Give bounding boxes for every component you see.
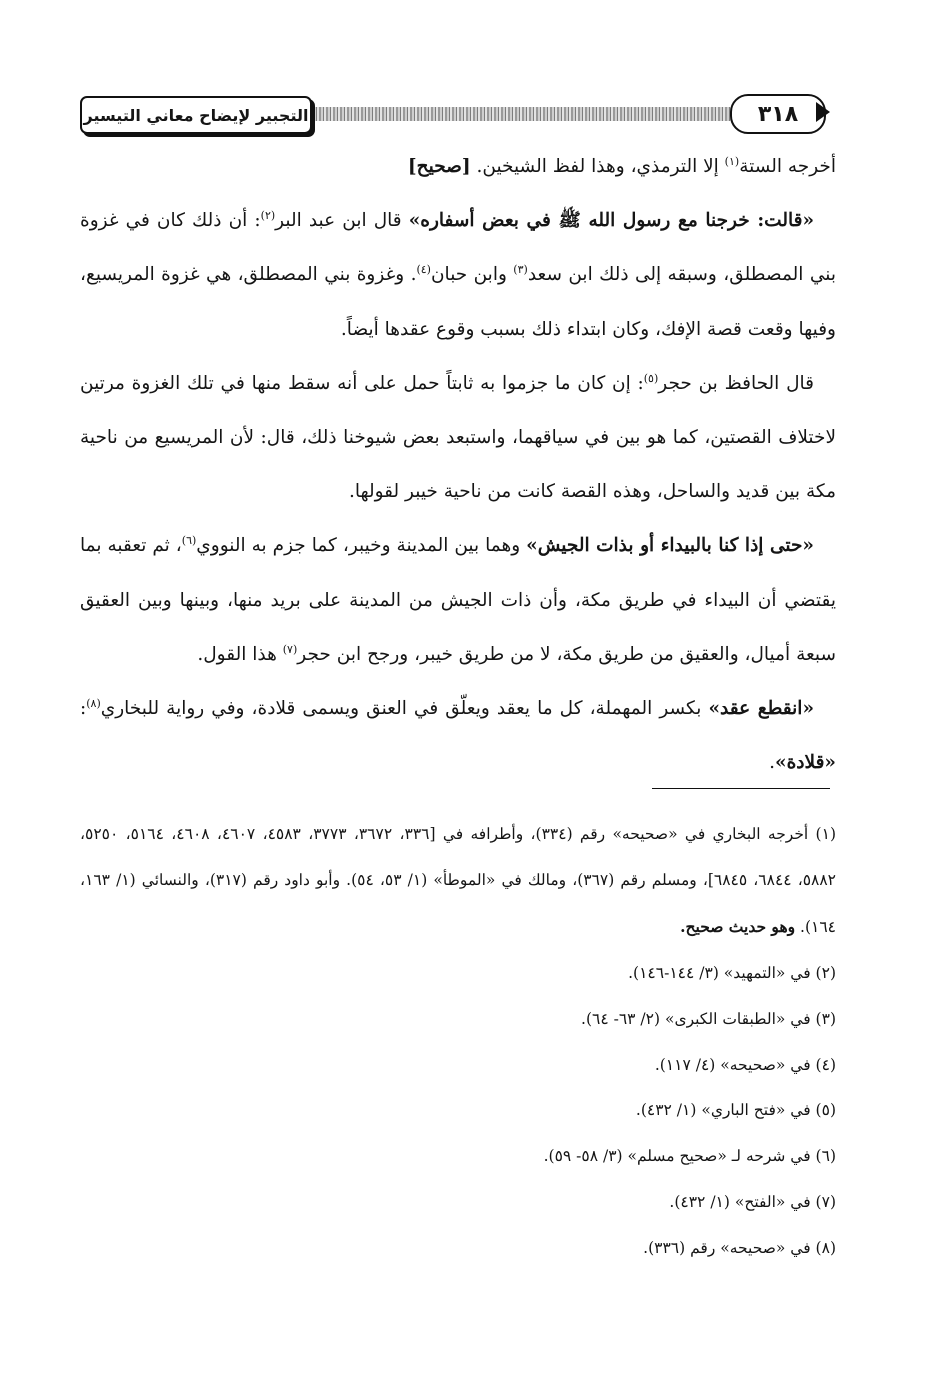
text-run: : xyxy=(80,698,87,720)
paragraph-1 xyxy=(80,140,836,194)
footnote-ref-7: (٧) xyxy=(282,642,298,656)
footnote-separator xyxy=(652,788,830,789)
footnote-grade: وهو حديث صحيح. xyxy=(680,916,796,936)
text-run: . xyxy=(769,752,776,774)
footnote-ref-8: (٨) xyxy=(86,696,101,710)
book-title xyxy=(80,96,312,134)
text-run: ، ثم تعقبه بما يقتضي أن البيداء في طريق مكة، وأن ذات الجيش من المدينة على بريد منها، وبينها وبين العقيق سبعة أميال، والعقيق من طريق مكة، لا من طريق خيبر، ورجح ابن حجر xyxy=(80,535,836,665)
hadith-grade: [صحيح] xyxy=(407,156,471,177)
footnote-ref-1: (١) xyxy=(724,154,740,168)
text-run: . وغزوة بني المصطلق، هي غزوة المريسيع، وفيها وقعت قصة الإفك، وكان ابتداء ذلك بسبب وقوع عقدها أيضاً. xyxy=(80,264,836,340)
footnote-ref-6: (٦) xyxy=(181,534,197,548)
quoted-phrase: «حتى إذا كنا بالبيداء أو بذات الجيش» xyxy=(526,535,814,557)
text-run: وهما بين المدينة وخيبر، كما جزم به النووي xyxy=(196,535,527,557)
footnote-2: (٢) في «التمهيد» (٣/ ١٤٤-١٤٦). xyxy=(628,963,836,982)
paragraph-2 xyxy=(80,194,836,357)
quoted-phrase: «قالت: خرجنا مع رسول الله ﷺ في بعض أسفاره» xyxy=(408,210,815,232)
footnote-7: (٧) في «الفتح» (١/ ٤٣٢). xyxy=(669,1193,836,1212)
footnote-8: (٨) في «صحيحه» رقم (٣٣٦). xyxy=(643,1239,836,1258)
footnote-1 xyxy=(80,812,836,951)
footnote-text: (١) أخرجه البخاري في «صحيحه» رقم (٣٣٤)، وأطرافه في [٣٣٦، ٣٦٧٢، ٣٧٧٣، ٤٥٨٣، ٤٦٠٧، ٤٦٠٨، ٥١٦٤، ٥٢٥٠، ٥٨٨٢، ٦٨٤٤، ٦٨٤٥]، ومسلم رقم (٣٦٧)، ومالك في «الموطأ» (١/ ٥٣، ٥٤). وأبو داود رقم (٣١٧)، والنسائي (١/ ١٦٣، ١٦٤). xyxy=(80,825,837,936)
text-run: أخرجه الستة xyxy=(739,156,836,177)
page-number-text: ٣١٨ xyxy=(757,101,799,127)
footnote-5: (٥) في «فتح الباري» (١/ ٤٣٢). xyxy=(635,1101,836,1120)
text-run: : إن كان ما جزموا به ثابتاً حمل على أنه سقط منها في تلك الغزوة مرتين لاختلاف القصتين، كما هو بين في سياقهما، واستبعد بعض شيوخنا ذلك، قال: لأن المريسيع من ناحية مكة بين قديد والساحل، وهذه القصة كانت من ناحية خيبر لقولها. xyxy=(80,372,836,503)
footnote-4: (٤) في «صحيحه» (٤/ ١١٧). xyxy=(654,1055,836,1074)
paragraph-4 xyxy=(80,519,836,682)
main-text xyxy=(80,140,836,790)
footnote-ref-3: (٣) xyxy=(513,263,528,277)
quoted-phrase: «قلادة» xyxy=(775,752,836,774)
quoted-phrase: «انقطع عقد» xyxy=(708,698,815,720)
footnotes xyxy=(80,812,836,1272)
footnote-3: (٣) في «الطبقات الكبرى» (٢/ ٦٣- ٦٤). xyxy=(581,1009,836,1028)
text-run: إلا الترمذي، وهذا لفظ الشيخين. xyxy=(470,156,725,177)
text-run: وابن حبان xyxy=(430,264,514,286)
page-number-ornament xyxy=(816,102,830,122)
text-run: قال ابن عبد البر xyxy=(275,210,409,232)
text-run: : أن ذلك كان في غزوة بني المصطلق، وسبقه إلى ذلك ابن سعد xyxy=(80,210,836,286)
text-run: قال الحافظ بن حجر xyxy=(658,372,814,394)
page-number xyxy=(730,94,826,134)
paragraph-5 xyxy=(80,682,836,790)
text-run: هذا القول. xyxy=(197,643,283,665)
footnote-ref-2: (٢) xyxy=(260,209,276,223)
footnote-ref-4: (٤) xyxy=(416,263,431,277)
book-title-text: التجبير لإيضاح معاني التيسير xyxy=(83,105,309,125)
footnote-ref-5: (٥) xyxy=(643,371,659,385)
footnote-6: (٦) في شرحه لـ «صحيح مسلم» (٣/ ٥٨- ٥٩). xyxy=(543,1147,836,1166)
text-run: بكسر المهملة، كل ما يعقد ويعلّق في العنق ويسمى قلادة، وفي رواية للبخاري xyxy=(100,698,709,720)
paragraph-3 xyxy=(80,357,836,520)
page-header xyxy=(80,92,840,136)
